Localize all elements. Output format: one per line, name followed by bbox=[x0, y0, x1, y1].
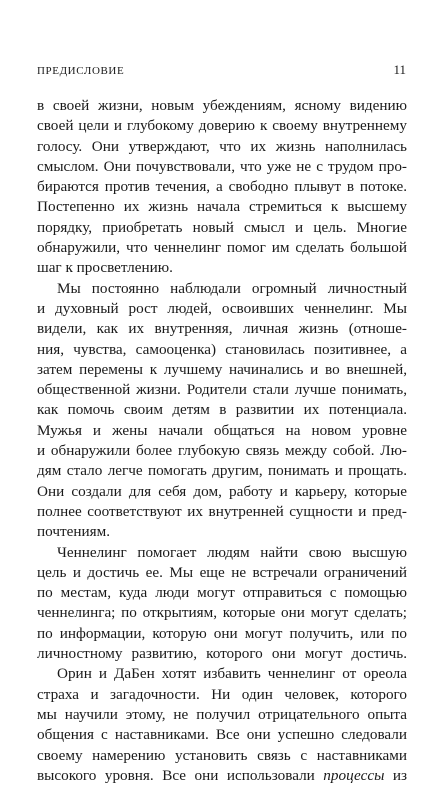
text-line: дям стало легче помогать другим, понимать и прощать. bbox=[37, 462, 407, 480]
paragraph-2 bbox=[37, 279, 407, 543]
text-line: Постепенно их жизнь начала стремиться к высшему bbox=[37, 198, 407, 216]
text-line: бираются против течения, а свободно плывут в потоке. bbox=[37, 178, 407, 196]
text-line: по информации, которую они могут получить, или по bbox=[37, 624, 407, 642]
text-line: мы научили этому, не получил отрицательного опыта bbox=[37, 705, 407, 723]
text-line: Орин и ДаБен хотят избавить ченнелинг от ореола bbox=[57, 665, 407, 683]
paragraph-4 bbox=[37, 664, 407, 786]
text-line: по местам, куда люди могут отправиться с помощью bbox=[37, 584, 407, 602]
text-line: шаг к просветлению. bbox=[37, 259, 173, 277]
text-run: из bbox=[384, 766, 407, 784]
paragraph-1 bbox=[37, 96, 407, 279]
text-line-final bbox=[37, 766, 407, 786]
text-line: Мы постоянно наблюдали огромный личностный bbox=[57, 279, 407, 297]
paragraph-3 bbox=[37, 543, 407, 665]
text-line: смыслом. Они почувствовали, что уже не с трудом про- bbox=[37, 157, 407, 175]
section-title: ПРЕДИСЛОВИЕ bbox=[37, 65, 125, 77]
text-line: ченнелинга; по открытиям, которые они могут сделать; bbox=[37, 604, 407, 622]
text-line: Они создали для себя дом, работу и карьеру, которые bbox=[37, 482, 407, 500]
text-line: и обнаружили более глубокую связь между собой. Лю- bbox=[37, 442, 407, 460]
text-line: в своей жизни, новым убеждениям, ясному видению bbox=[37, 97, 407, 114]
emphasized-word: процессы bbox=[323, 766, 385, 784]
text-line: затем перемены к лучшему начинались и во внешней, bbox=[37, 360, 407, 378]
text-line: своей цели и глубокому доверию к своему внутреннему bbox=[37, 117, 407, 135]
text-run: высокого уровня. Все они использовали bbox=[37, 766, 324, 784]
text-line: своему намерению установить связь с наставниками bbox=[37, 746, 407, 764]
text-line: ния, чувства, самооценка) становилась позитивнее, а bbox=[37, 340, 407, 358]
text-line: личностному развитию, которого они могут достичь. bbox=[37, 645, 407, 663]
text-line: и духовный рост людей, освоивших ченнелинг. Мы bbox=[37, 299, 407, 317]
text-line: Ченнелинг помогает людям найти свою высшую bbox=[57, 543, 407, 561]
text-line: общения с наставниками. Все они успешно следовали bbox=[37, 726, 407, 744]
text-line: почтениям. bbox=[37, 523, 110, 541]
text-line: цель и достичь ее. Мы еще не встречали ограничений bbox=[37, 563, 407, 581]
text-line: полнее соответствуют их внутренней сущности и пред- bbox=[37, 502, 407, 520]
text-line: голосу. Они утверждают, что их жизнь наполнилась bbox=[37, 137, 407, 155]
text-line: порядку, приобретать новый смысл и цель. Многие bbox=[37, 218, 407, 236]
running-head bbox=[37, 62, 406, 82]
text-line: как помочь своим детям в развитии их потенциала. bbox=[37, 401, 407, 419]
page-number: 11 bbox=[393, 62, 406, 77]
text-line: общественной жизни. Родители стали лучше понимать, bbox=[37, 381, 407, 399]
text-line: страха и загадочности. Ни один человек, которого bbox=[37, 685, 407, 703]
text-line: обнаружили, что ченнелинг помог им сделать большой bbox=[37, 239, 407, 257]
text-line: Мужья и жены начали общаться на новом уровне bbox=[37, 421, 407, 439]
text-line: видели, как их внутренняя, личная жизнь (отноше- bbox=[37, 320, 407, 338]
body-text bbox=[37, 96, 407, 786]
